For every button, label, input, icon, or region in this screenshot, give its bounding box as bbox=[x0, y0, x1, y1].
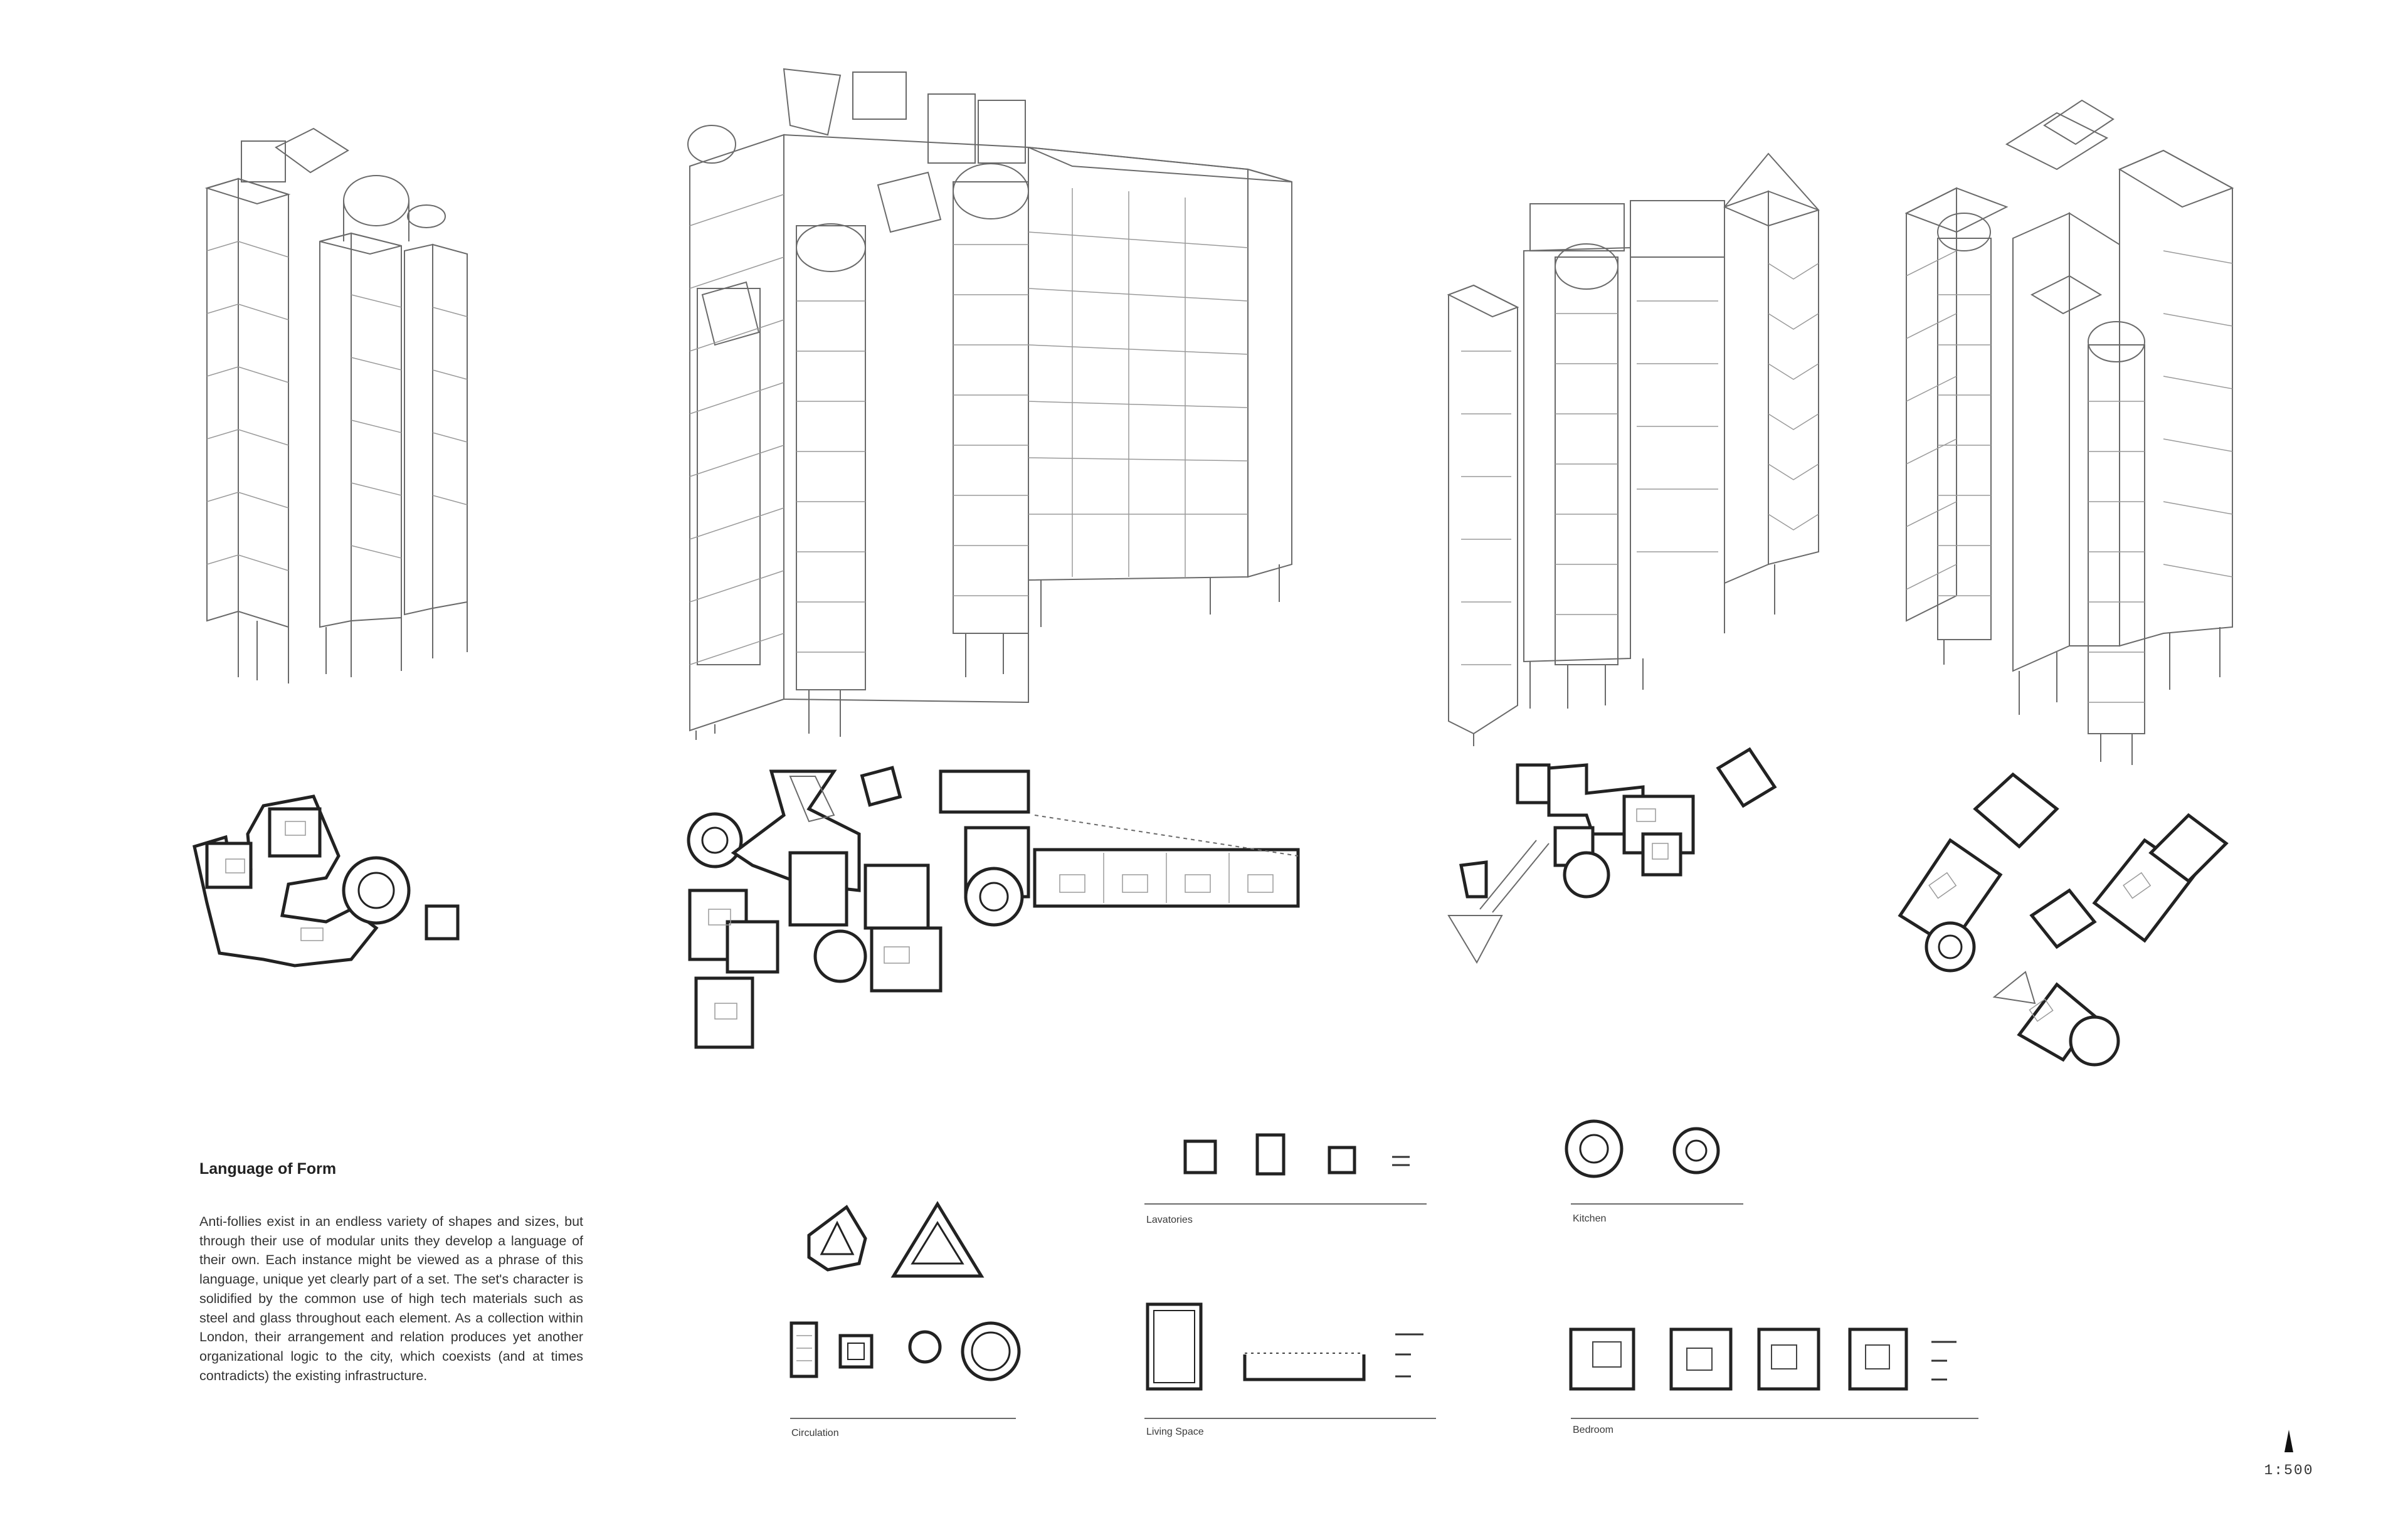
kitchen-modules bbox=[1566, 1121, 1743, 1224]
bedroom-caption: Bedroom bbox=[1573, 1425, 1613, 1435]
circulation-modules bbox=[790, 1204, 1019, 1438]
axonometric-building-4 bbox=[1906, 100, 2232, 765]
north-arrow-icon bbox=[2284, 1430, 2293, 1452]
floor-plan-3 bbox=[1449, 749, 1775, 963]
scale-label: 1:500 bbox=[2264, 1462, 2314, 1479]
living-space-caption: Living Space bbox=[1146, 1427, 1204, 1437]
section-title: Language of Form bbox=[199, 1160, 337, 1178]
circulation-caption: Circulation bbox=[791, 1428, 839, 1438]
description-block bbox=[199, 1160, 583, 1386]
floor-plan-1 bbox=[194, 796, 458, 966]
lavatories-caption: Lavatories bbox=[1146, 1215, 1193, 1225]
scale-indicator bbox=[2254, 1430, 2323, 1479]
floor-plan-4 bbox=[1900, 774, 2226, 1065]
bedroom-modules bbox=[1571, 1329, 1978, 1435]
description-paragraph: Anti-follies exist in an endless variety of shapes and sizes, but through their use of modular units they develop a language of their own. Each instance might be viewed as a phrase of this language, unique yet clearly part of a set. The set's character is solidified by the common use of high tech materials such as steel and glass throughout each element. As a collection within London, their arrangement and relation produces yet another organizational logic to the city, which coexists (and at times contradicts) the existing infrastructure. bbox=[199, 1214, 583, 1383]
lavatory-modules bbox=[1144, 1135, 1427, 1225]
kitchen-caption: Kitchen bbox=[1573, 1213, 1607, 1224]
axonometric-building-2 bbox=[688, 69, 1292, 740]
living-space-modules bbox=[1144, 1304, 1436, 1437]
floor-plan-2 bbox=[689, 768, 1298, 1047]
axonometric-building-1 bbox=[207, 129, 467, 683]
axonometric-building-3 bbox=[1449, 154, 1819, 746]
